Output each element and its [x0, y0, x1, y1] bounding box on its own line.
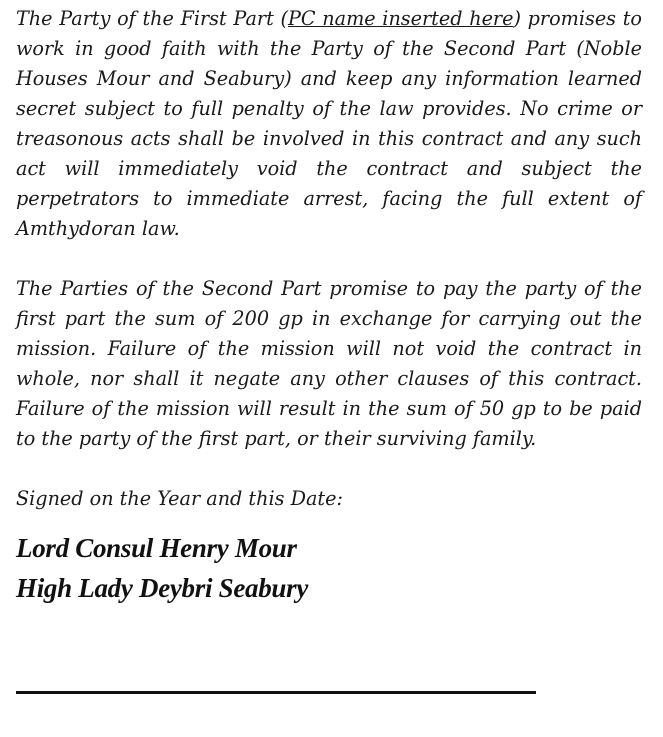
pc-name-placeholder: PC name inserted here: [287, 7, 514, 30]
signature-block: [16, 528, 642, 608]
signature-henry-mour: Lord Consul Henry Mour: [16, 533, 297, 563]
contract-paragraph-terms: [16, 4, 642, 244]
signature-line: [16, 691, 536, 694]
contract-document: [16, 4, 642, 608]
paragraph-1-rest: ) promises to work in good faith with the Party of the Second Part (Noble Houses Mour and Seabury) and keep any information learned secret subject to full penalty of the law provides. No crime or treasonous acts shall be involved in this contract and any such act will immediately void the contract and subject the perpetrators to immediate arrest, facing the full extent of Amthydoran law.: [16, 7, 642, 240]
signature-deybri-seabury: High Lady Deybri Seabury: [16, 573, 309, 603]
contract-paragraph-payment: The Parties of the Second Part promise to pay the party of the first part the sum of 200 gp in exchange for carrying out the mission. Failure of the mission will not void the contract in whole, nor shall it negate any other clauses of this contract. Failure of the mission will result in the sum of 50 gp to be paid to the party of the first part, or their surviving family.: [16, 277, 642, 450]
paragraph-spacer: [16, 454, 642, 484]
paragraph-spacer: [16, 244, 642, 274]
signed-date-label: Signed on the Year and this Date:: [16, 487, 343, 510]
paragraph-1-start: The Party of the First Part (: [16, 7, 288, 30]
